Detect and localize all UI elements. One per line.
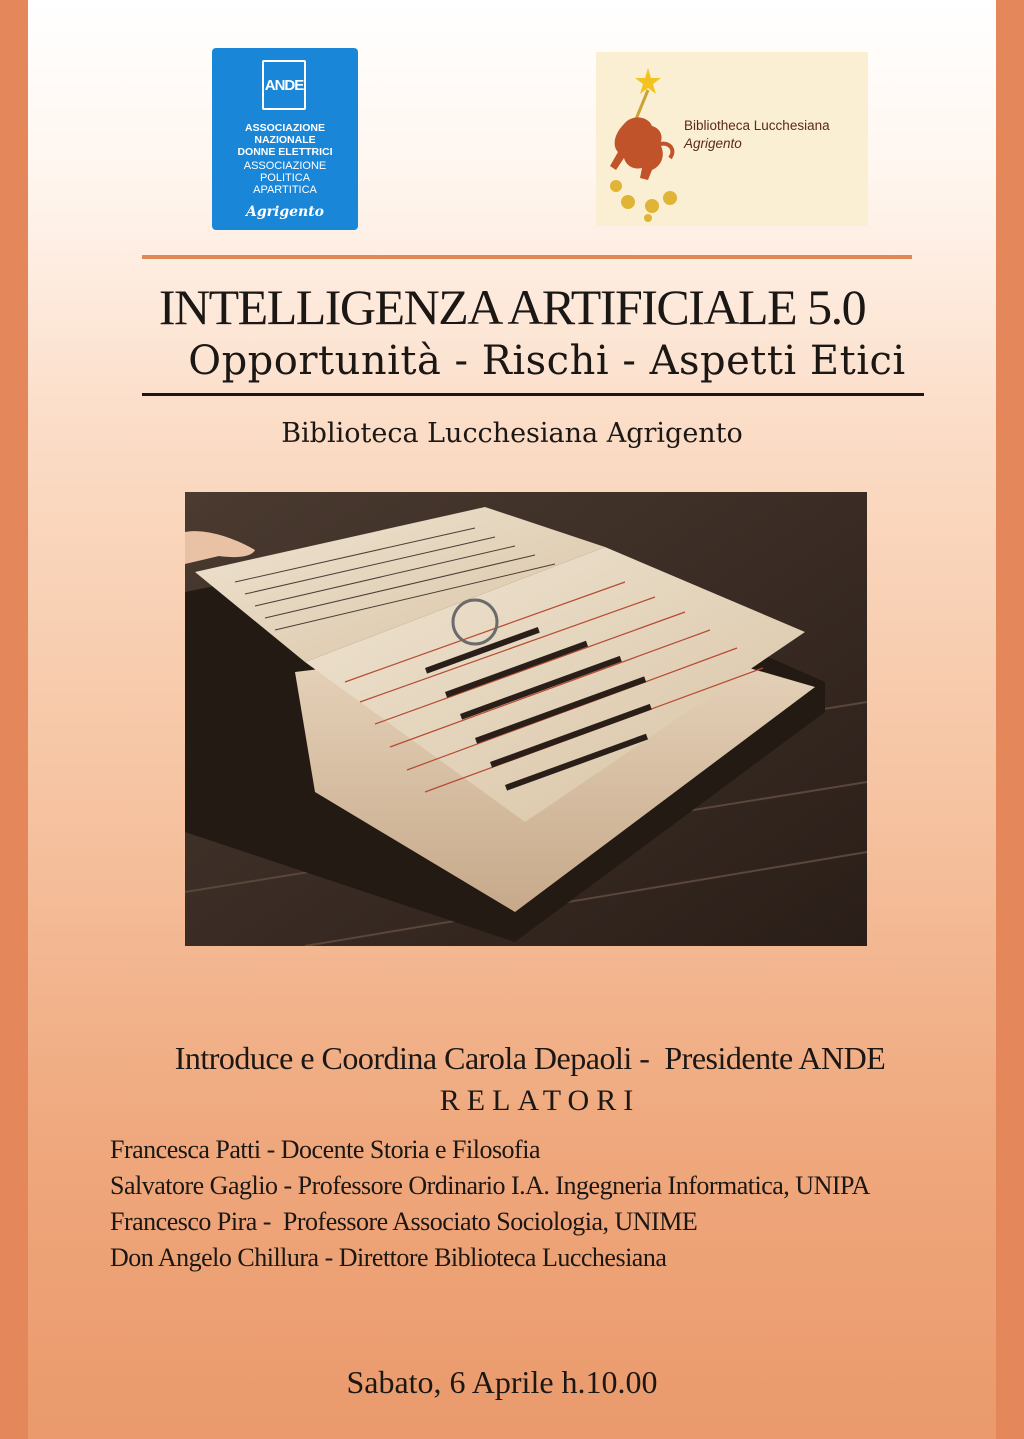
ande-name-line: ASSOCIAZIONE xyxy=(245,122,325,134)
event-date: Sabato, 6 Aprile h.10.00 xyxy=(346,1364,658,1400)
ande-sub-line: APARTITICA xyxy=(253,184,317,196)
speaker-item: Francesca Patti - Docente Storia e Filosofia xyxy=(110,1135,540,1164)
manuscript-photo xyxy=(185,492,867,946)
biblioteca-logo-city: Agrigento xyxy=(684,136,742,151)
introduction-line: Introduce e Coordina Carola Depaoli - Presidente ANDE xyxy=(174,1040,886,1076)
divider-top xyxy=(142,255,912,259)
ande-mark: ANDE xyxy=(262,60,306,110)
antique-book-image xyxy=(185,492,867,946)
ande-name-line: NAZIONALE xyxy=(254,134,316,146)
biblioteca-logo-title: Bibliotheca Lucchesiana xyxy=(684,118,830,133)
event-venue: Biblioteca Lucchesiana Agrigento xyxy=(281,418,743,449)
ande-name-line: DONNE ELETTRICI xyxy=(237,146,333,158)
event-subtitle: Opportunità - Rischi - Aspetti Etici xyxy=(188,338,906,384)
event-title: INTELLIGENZA ARTIFICIALE 5.0 xyxy=(158,279,866,335)
divider-bottom xyxy=(142,393,924,396)
ande-city: Agrigento xyxy=(245,204,325,220)
lion-with-star-icon xyxy=(604,62,682,222)
ande-logo xyxy=(212,48,358,230)
ande-name xyxy=(216,122,354,158)
speaker-item: Don Angelo Chillura - Direttore Biblioteca Lucchesiana xyxy=(110,1243,667,1272)
speaker-item: Salvatore Gaglio - Professore Ordinario I.A. Ingegneria Informatica, UNIPA xyxy=(110,1171,870,1200)
speakers-list xyxy=(110,1132,870,1276)
ande-sub-line: POLITICA xyxy=(259,172,311,184)
ande-subtitle xyxy=(216,160,354,196)
speaker-item: Francesco Pira - Professore Associato Sociologia, UNIME xyxy=(110,1207,698,1236)
biblioteca-logo xyxy=(596,52,868,226)
ande-sub-line: ASSOCIAZIONE xyxy=(243,160,327,172)
speakers-heading: RELATORI xyxy=(439,1084,641,1117)
